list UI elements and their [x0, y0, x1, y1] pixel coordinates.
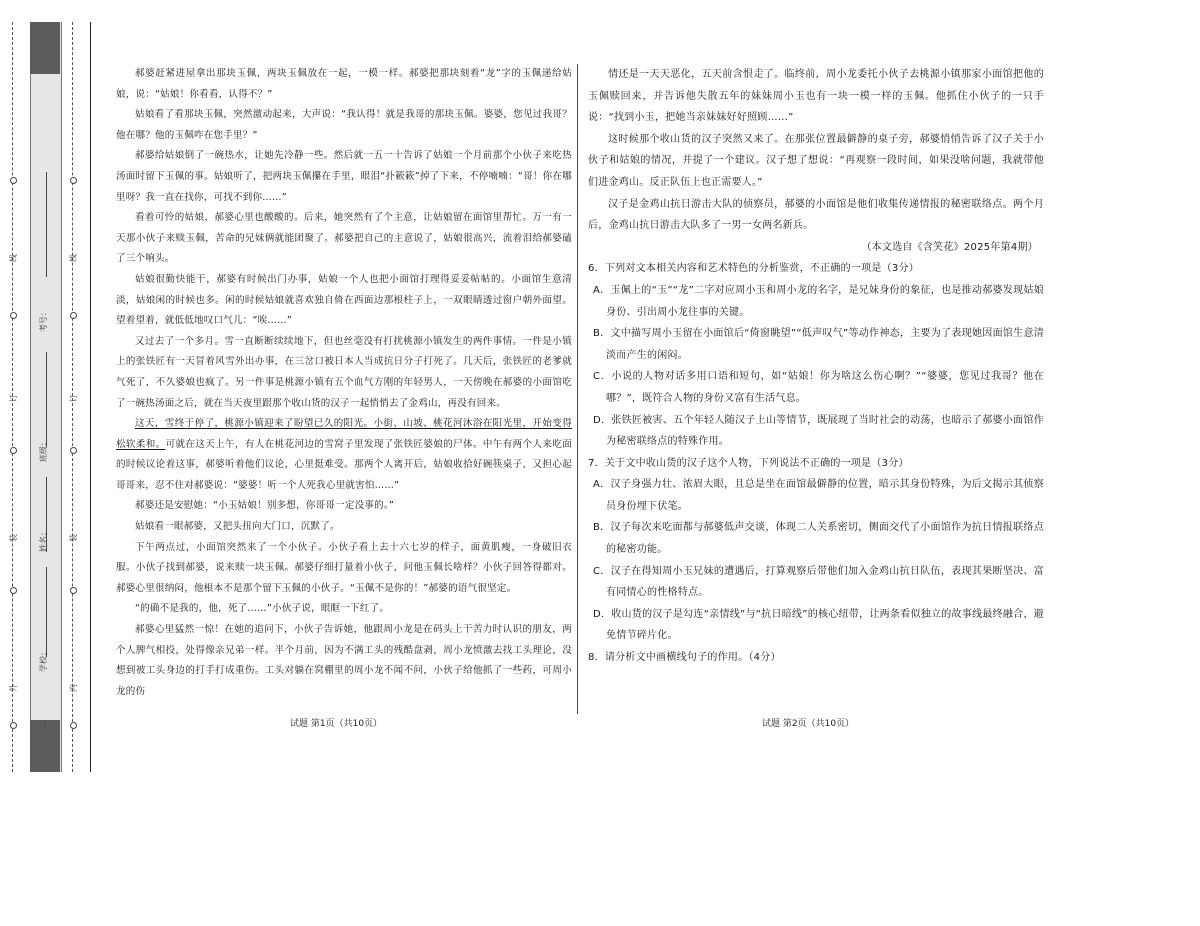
question-8-stem: 8．请分析文中画横线句子的作用。（4分） — [588, 652, 781, 664]
name-label: 姓名： — [39, 528, 48, 552]
question-6-stem: 6．下列对文本相关内容和艺术特色的分析鉴赏，不正确的一项是（3分） — [588, 263, 919, 275]
left-column — [116, 64, 572, 702]
question-7-option-b: B．汉子每次来吃面都与郝婆低声交谈，体现二人关系密切，侧面交代了小面馆作为抗日情报联络点的秘密功能。 — [593, 522, 1044, 556]
cut-marker-ring — [10, 447, 17, 454]
page-footer-left: 试题 第1页（共10页） — [290, 719, 383, 729]
cut-marker-ring — [10, 587, 17, 594]
paragraph: 看着可怜的姑娘，郝婆心里也酸酸的。后来，她突然有了个主意，让姑娘留在面馆里帮忙。万一有一天那小伙子来赎玉佩，苦命的兄妹俩就能团聚了。郝婆把自己的主意说了，姑娘很高兴，流着泪给郝婆磕了三个响头。 — [116, 212, 572, 265]
paragraph: 姑娘看了看那块玉佩，突然激动起来，大声说：“我认得！就是我哥的那块玉佩。婆婆，您见过我哥？他在哪？他的玉佩咋在您手里？” — [116, 109, 572, 141]
question-6-option-c: C．小说的人物对话多用口语和短句，如“姑娘！你为啥这么伤心啊？”“婆婆，您见过我哥？他在哪？”，既符合人物的身份又富有生活气息。 — [593, 371, 1044, 404]
column-divider — [577, 64, 578, 714]
paragraph: 郝婆给姑娘倒了一碗热水，让她先冷静一些。然后就一五一十告诉了姑娘一个月前那个小伙子来吃热汤面时留下玉佩的事。姑娘听了，把两块玉佩攥在手里，眼泪“扑簌簌”掉了下来，不停喃喃：“哥！你在哪里呀？我一直在找你，可找不到你……” — [116, 150, 572, 203]
binding-label-inside: 内 — [69, 684, 78, 692]
binding-label-seal-inner: 装 — [69, 534, 78, 542]
exam-number-blank — [46, 172, 47, 277]
paragraph: 又过去了一个多月。雪一直断断续续地下，但也丝毫没有打扰桃源小镇发生的两件事情。一件是小镇上的张铁匠有一天冒着风雪外出办事，在三岔口被日本人当成抗日分子打死了。几天后，张铁匠的老爹就气死了，不久婆娘也疯了。另一件事是桃源小镇有五个血气方刚的年轻男人，一天傍晚在郝婆的小面馆吃了一碗热汤面之后，就在当天夜里跟那个收山货的汉子一起悄悄去了金鸡山，再没有回来。 — [116, 335, 572, 409]
binding-label-seal: 装 — [9, 534, 18, 542]
cut-marker-ring — [70, 177, 77, 184]
paragraph: 这时候那个收山货的汉子突然又来了。在那张位置最僻静的桌子旁，郝婆悄悄告诉了汉子关于小伙子和姑娘的情况，并提了一个建议。汉子想了想说：“再观察一段时间，如果没啥问题，我就带他们进金鸡山。反正队伍上也正需要人。” — [588, 133, 1044, 188]
page-footer-right: 试题 第2页（共10页） — [762, 719, 855, 729]
paragraph: 下午两点过，小面馆突然来了一个小伙子。小伙子看上去十六七岁的样子，面黄肌瘦，一身破旧衣服。小伙子找到郝婆，说来赎一块玉佩。郝婆仔细打量着小伙子，问他玉佩长啥样？小伙子回答得都对。郝婆心里很纳闷，他根本不是那个留下玉佩的小伙子。“玉佩不是你的！”郝婆的语气很坚定。 — [116, 541, 572, 594]
paragraph: 汉子是金鸡山抗日游击大队的侦察员，郝婆的小面馆是他们收集传递情报的秘密联络点。两个月后，金鸡山抗日游击大队多了一男一女两名新兵。 — [588, 198, 1044, 232]
binding-strip-bottom-block — [30, 720, 60, 772]
binding-label-bind: 订 — [9, 394, 18, 402]
name-blank — [46, 477, 47, 552]
paragraph-with-underline — [116, 414, 572, 496]
paragraph: 郝婆还是安慰她：“小玉姑娘！别多想，你哥哥一定没事的。” — [135, 500, 395, 512]
question-7-option-d: D．收山货的汉子是勾连“亲情线”与“抗日暗线”的核心纽带，让两条看似独立的故事线最终融合，避免情节碎片化。 — [593, 608, 1044, 642]
cut-marker-ring — [10, 177, 17, 184]
binding-label-line-inner: 线 — [69, 254, 78, 262]
paragraph-rest: 可就在这天上午，有人在桃花河边的雪窝子里发现了张铁匠婆娘的尸体。中午有两个人来吃面的时候议论着这事，郝婆听着他们议论，心里挺难受。那两个人离开后，姑娘收拾好碗筷桌子，又担心起哥哥来，忍不住对郝婆说：“婆婆！听一个人死我心里就害怕……” — [116, 438, 572, 491]
underlined-sentence: 这天，雪终于停了，桃源小镇迎来了盼望已久的阳光。小街、山坡、桃花河沐浴在阳光里，开始变得松软柔和。 — [116, 418, 572, 450]
question-7-option-a: A．汉子身强力壮、浓眉大眼，且总是坐在面馆最僻静的位置，暗示其身份特殊，为后文揭示其侦察员身份埋下伏笔。 — [593, 479, 1044, 512]
class-blank — [46, 352, 47, 447]
right-column — [588, 64, 1044, 669]
cut-marker-ring — [70, 722, 77, 729]
source-citation: （本文选自《含笑花》2025年第4期） — [861, 241, 1038, 253]
paragraph: 郝婆心里猛然一惊！在她的追问下，小伙子告诉她，他跟周小龙是在码头上干苦力时认识的朋友，两个人脾气相投，处得像亲兄弟一样。半个月前，因为不满工头的残酷盘剥，周小龙愤激去找工头理论，没想到被工头身边的打手打成重伤。工头对躺在窝棚里的周小龙不闻不问，小伙子给他抓了一些药，可周小龙的伤 — [116, 624, 572, 697]
binding-label-line: 线 — [9, 254, 18, 262]
paragraph: 姑娘看一眼郝婆，又把头扭向大门口，沉默了。 — [135, 521, 340, 533]
cut-marker-ring — [70, 312, 77, 319]
school-label: 学校： — [39, 648, 48, 672]
page-frame-line — [90, 22, 91, 772]
question-6-option-d: D．张铁匠被害、五个年轻人随汉子上山等情节，既展现了当时社会的动荡，也暗示了郝婆小面馆作为秘密联络点的特殊作用。 — [593, 414, 1044, 448]
cut-marker-ring — [10, 722, 17, 729]
binding-label-bind-inner: 订 — [69, 394, 78, 402]
school-blank — [46, 567, 47, 657]
paragraph: “的确不是我的，他，死了……”小伙子说，眼眶一下红了。 — [135, 603, 390, 615]
question-6-option-b: B．文中描写周小玉留在小面馆后“倚窗眺望”“低声叹气”等动作神态，主要为了表现她因面馆生意清淡而产生的闲闷。 — [593, 328, 1044, 361]
paragraph: 郝婆赶紧进屋拿出那块玉佩，两块玉佩放在一起，一模一样。郝婆把那块刻着“龙”字的玉佩递给姑娘，说：“姑娘！你看看，认得不？” — [116, 68, 572, 100]
cut-marker-ring — [10, 312, 17, 319]
question-6-option-a: A．玉佩上的“玉”“龙”二字对应周小玉和周小龙的名字，是兄妹身份的象征，也是推动郝婆发现姑娘身份、引出周小龙往事的关键。 — [593, 284, 1044, 318]
paragraph: 姑娘很勤快能干，郝婆有时候出门办事，姑娘一个人也把小面馆打理得妥妥帖帖的。小面馆生意清淡，姑娘闲的时候也多。闲的时候姑娘就喜欢独自倚在西面边那根柱子上，一双眼睛透过窗户朝外面望。望着望着，就低低地叹口气儿：“唉……” — [116, 273, 572, 327]
binding-strip-top-block — [30, 22, 60, 74]
paragraph: 情还是一天天恶化，五天前含恨走了。临终前，周小龙委托小伙子去桃源小镇那家小面馆把他的玉佩赎回来，并告诉他失散五年的妹妹周小玉也有一块一模一样的玉佩。他抓住小伙子的一只手说：“找到小玉，把她当亲妹妹好好照顾……” — [588, 69, 1044, 124]
cut-marker-ring — [70, 587, 77, 594]
binding-label-outside: 外 — [9, 684, 18, 692]
binding-margin — [0, 22, 92, 772]
question-7-option-c: C．汉子在得知周小玉兄妹的遭遇后，打算观察后带他们加入金鸡山抗日队伍，表现其果断坚决、富有同情心的性格特点。 — [593, 565, 1044, 599]
binding-ellipsis: … — [38, 719, 47, 727]
exam-number-label: 考号： — [39, 308, 48, 332]
question-7-stem: 7．关于文中收山货的汉子这个人物，下列说法不正确的一项是（3分） — [588, 457, 909, 469]
class-label: 班级： — [39, 438, 48, 462]
cut-marker-ring — [70, 447, 77, 454]
